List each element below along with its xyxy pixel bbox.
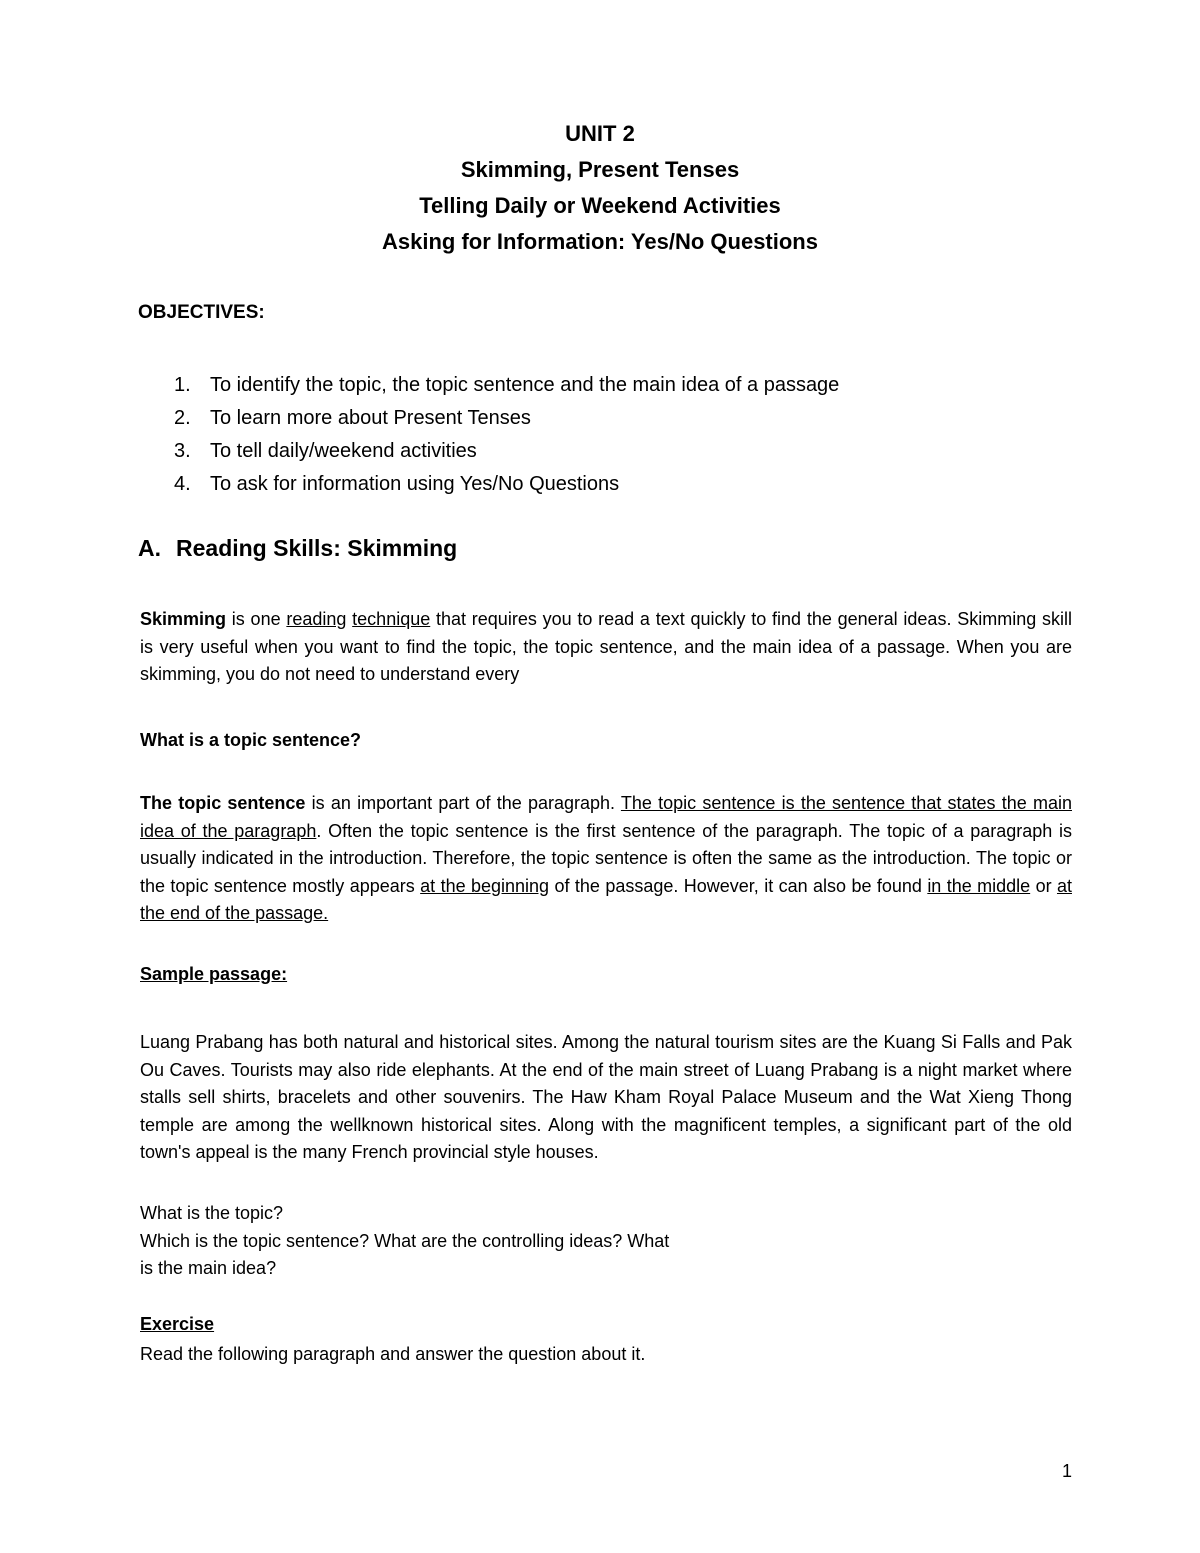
paragraph-text: . Often the topic sentence is the first sentence of the paragraph. The topic of a paragraph is usually indicated in the introduction. Therefore, the topic sentence is often the same as the introduction. The topic or the topic sentence mostly appears [140,820,1073,896]
section-a-heading [138,535,457,562]
question-line: What is the topic? [140,1203,284,1223]
exercise-instruction: Read the following paragraph and answer the question about it. [140,1344,646,1364]
topic-sentence-definition-paragraph [140,790,1072,928]
objective-item [174,435,1074,468]
objective-text: To learn more about Present Tenses [210,407,531,429]
underlined-phrase: at the beginning [420,875,550,896]
unit-subtitle-questions: Asking for Information: Yes/No Questions [382,229,818,254]
underlined-phrase: in the middle [927,875,1031,896]
objective-item [174,369,1074,402]
paragraph-text: that requires you to read a text quickly to find the general ideas. Skimming skill is very useful when you want to find the topic, the topic sentence, and the main idea of a passage. When you are skimming, you do not need to understand every [140,609,1072,684]
sample-passage-heading-text: Sample passage: [140,964,288,984]
objective-text: To tell daily/weekend activities [210,440,477,462]
objective-number: 1. [174,374,191,396]
objective-text: To identify the topic, the topic sentence and the main idea of a passage [210,374,840,396]
question-line: is the main idea? [140,1258,277,1278]
section-letter: A. [138,535,161,561]
objective-number: 3. [174,440,191,462]
section-title: Reading Skills: Skimming [176,535,458,561]
objective-text: To ask for information using Yes/No Questions [210,473,620,495]
objectives-list [174,369,1074,501]
paragraph-text: of the passage. However, it can also be found [549,875,928,896]
objective-item [174,468,1074,501]
objective-number: 4. [174,473,191,495]
exercise-heading [140,1314,214,1335]
objective-item [174,402,1074,435]
unit-subtitle-activities: Telling Daily or Weekend Activities [419,193,781,218]
objectives-heading: OBJECTIVES: [138,302,265,323]
unit-subtitle-topics: Skimming, Present Tenses [460,157,740,182]
underlined-word: reading [286,609,347,629]
objective-number: 2. [174,407,191,429]
bold-term: Skimming [140,609,227,629]
paragraph-text: or [1030,875,1057,896]
exercise-heading-text: Exercise [140,1314,215,1334]
page-number: 1 [1061,1461,1072,1481]
underlined-phrase: at the end of the passage. [140,875,1072,923]
sample-passage-heading [140,964,287,985]
paragraph-text: is an important part of the paragraph. [305,793,621,813]
sample-passage-paragraph: Luang Prabang has both natural and historical sites. Among the natural tourism sites are the Kuang Si Falls and Pak Ou Caves. Tourists may also ride elephants. At the end of the main street of Luang Prabang is a night market where stalls sell shirts, bracelets and other souvenirs. The Haw Kham Royal Palace Museum and the Wat Xieng Thong temple are among the wellknown historical sites. Along with the magnificent temples, a significant part of the old town's appeal is the many French provincial style houses. [140,1032,1072,1162]
underlined-phrase: The topic sentence is the sentence that states the main idea of the paragraph [140,793,1072,841]
paragraph-text: is one [226,609,287,629]
question-line: Which is the topic sentence? What are the controlling ideas? What [140,1230,670,1251]
topic-sentence-question-heading: What is a topic sentence? [140,730,362,750]
comprehension-questions [140,1200,1072,1283]
skimming-intro-paragraph [140,606,1072,689]
underlined-word: technique [352,609,431,629]
unit-title: UNIT 2 [565,121,635,146]
bold-term: The topic sentence [140,793,306,813]
